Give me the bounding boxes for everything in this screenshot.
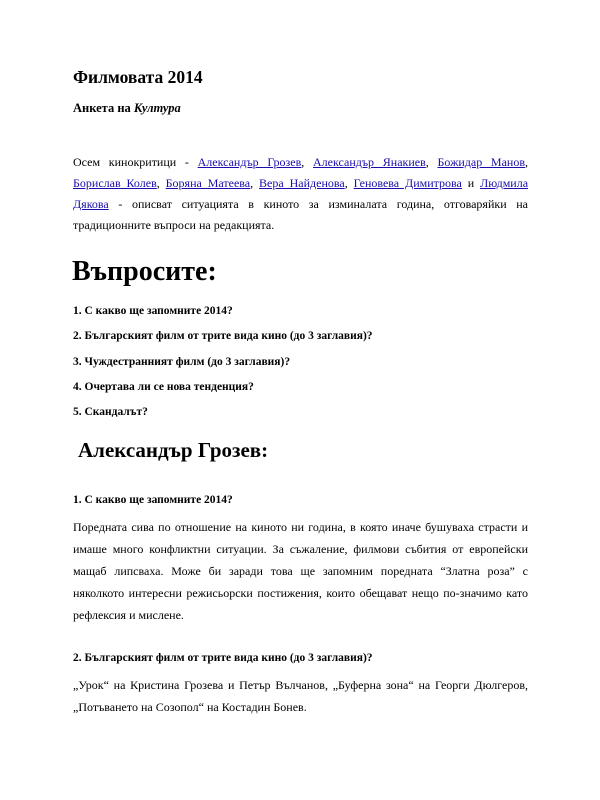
question-item: 5. Скандалът? xyxy=(73,406,148,419)
question-item: 2. Българският филм от трите вида кино (до 3 заглавия)? xyxy=(73,330,373,343)
document-subtitle xyxy=(73,101,181,116)
critic-link[interactable]: Борислав Колев xyxy=(73,176,157,190)
critic-link[interactable]: Александър Грозев xyxy=(197,155,302,169)
critic-link[interactable]: Вера Найденова xyxy=(259,176,345,190)
answer-question-heading: 1. С какво ще запомните 2014? xyxy=(73,494,233,506)
subtitle-publication: Култура xyxy=(133,101,181,115)
document-title: Филмовата 2014 xyxy=(73,67,203,87)
intro-tail: - описват ситуацията в киното за изминалата година, отговаряйки на традиционните въпроси на редакцията. xyxy=(73,197,528,232)
answer-paragraph: Поредната сива по отношение на киното ни година, в която иначе бушуваха страсти и имаше много конфликтни ситуации. За съжаление, филмови събития от европейски мащаб липсваха. Може би заради това ще запомним поредната “Златна роза” с няколкото интересни режисьорски постижения, които обещават нещо по-значимо като рефлексия и мислене. xyxy=(73,520,528,622)
subtitle-prefix: Анкета на xyxy=(73,101,134,115)
question-item: 4. Очертава ли се нова тенденция? xyxy=(73,380,254,393)
intro-paragraph: Осем кинокритици - Александър Грозев, Александър Янакиев, Божидар Манов, Борислав Колев, Боряна Матеева, Вера Найденова, Геновева Димитрова и Людмила Дякова - описват ситуацията в киното за изминалата година, отговаряйки на традиционните въпроси на редакцията. xyxy=(73,155,529,232)
critic-link[interactable]: Людмила Дякова xyxy=(73,176,529,211)
critic-link[interactable]: Александър Янакиев xyxy=(313,155,426,169)
answer-question-heading: 2. Българският филм от трите вида кино (до 3 заглавия)? xyxy=(73,652,373,664)
questions-heading: Въпросите: xyxy=(72,256,217,287)
critic-link[interactable]: Геновева Димитрова xyxy=(353,176,462,190)
questions-list xyxy=(73,303,373,429)
intro-lead: Осем кинокритици - xyxy=(73,155,198,169)
critic-link[interactable]: Боряна Матеева xyxy=(165,176,251,190)
critic-heading: Александър Грозев: xyxy=(78,438,269,462)
question-item: 1. С какво ще запомните 2014? xyxy=(73,305,233,317)
critic-link[interactable]: Божидар Манов xyxy=(437,155,526,169)
answer-paragraph: „Урок“ на Кристина Грозева и Петър Вълчанов, „Буферна зона“ на Георги Дюлгеров, „Потъването на Созопол“ на Костадин Бонев. xyxy=(73,678,528,714)
question-item: 3. Чуждестранният филм (до 3 заглавия)? xyxy=(73,355,291,368)
